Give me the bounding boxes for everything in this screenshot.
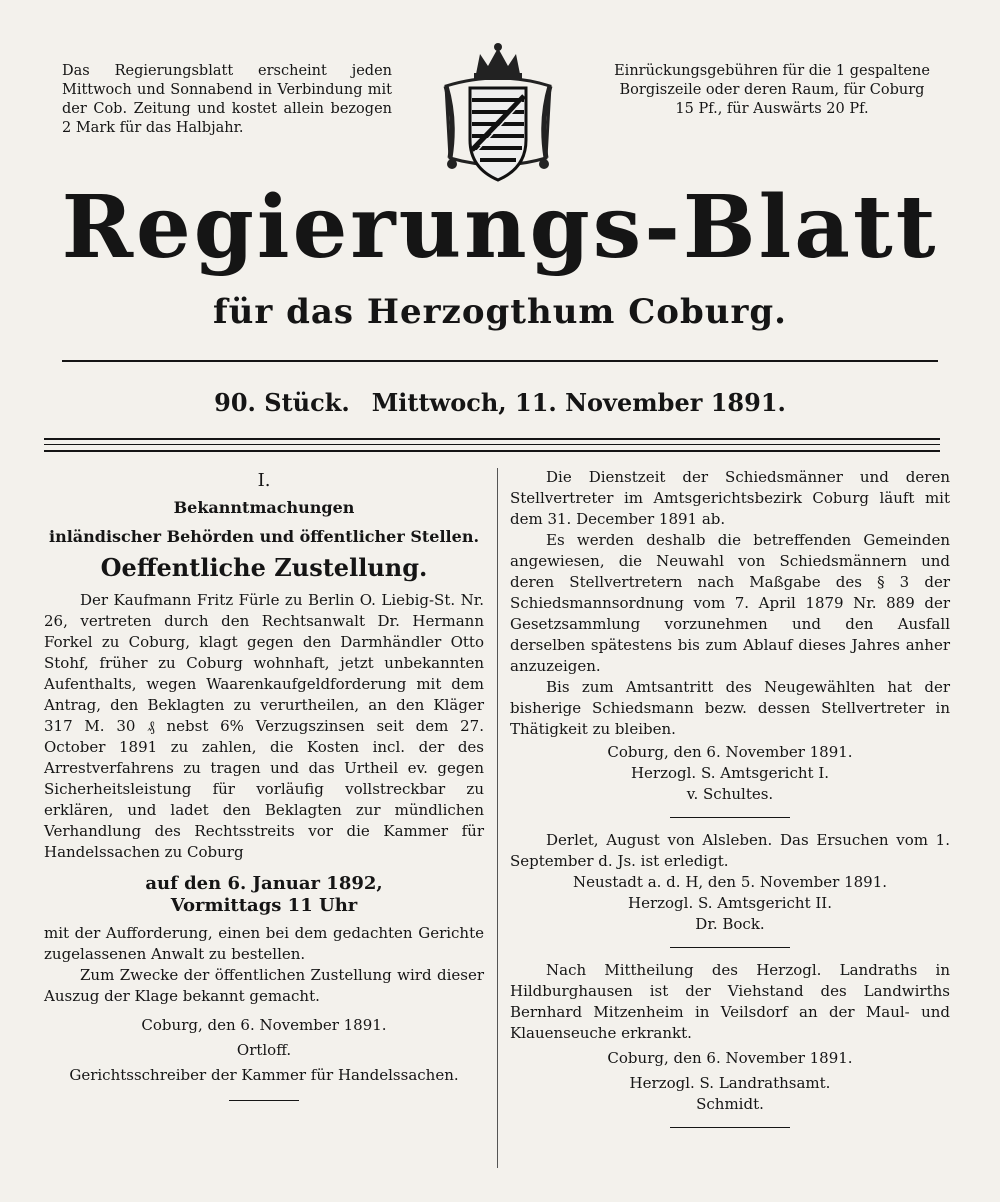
advertisement-fee-notice: Einrückungsgebühren für die 1 gespaltene Borgiszeile oder deren Raum, für Coburg 15 Pf., für Auswärts 20 Pf. [614,63,930,117]
issue-line [210,388,790,417]
issuing-authority: Herzogl. S. Amtsgericht II. [628,894,832,912]
notice-title: Oeffentliche Zustellung. [100,553,428,582]
double-rule-bottom [44,450,940,452]
request-settled-text: Derlet, August von Alsleben. Das Ersuchen vom 1. September d. Js. ist erledigt. [510,831,950,870]
column-divider [497,468,498,1168]
newspaper-subtitle: für das Herzogthum Coburg. [212,292,788,332]
interim-service-text: Bis zum Amtsantritt des Neugewählten hat der bisherige Schiedsmann bezw. dessen Stellvertreter in Thätigkeit zu bleiben. [510,678,950,738]
coat-of-arms-icon [436,40,560,190]
summons-publication-note: Zum Zwecke der öffentlichen Zustellung wird dieser Auszug der Klage bekannt gemacht. [44,966,484,1005]
right-column [510,467,950,1140]
summons-request: mit der Aufforderung, einen bei dem gedachten Gerichte zugelassenen Anwalt zu bestellen. [44,924,484,963]
issuing-authority: Herzogl. S. Landrathsamt. [629,1074,831,1092]
section-number: I. [257,470,271,491]
place-date: Neustadt a. d. H, den 5. November 1891. [572,873,888,891]
arbitrator-term-text: Die Dienstzeit der Schiedsmänner und deren Stellvertreter im Amtsgerichtsbezirk Coburg läuft mit dem 31. December 1891 ab. [510,468,950,528]
notice-separator [670,817,790,818]
signer-title: Gerichtsschreiber der Kammer für Handelssachen. [69,1066,459,1084]
signer-name: Ortloff. [236,1041,292,1059]
column-end-rule [670,1127,790,1128]
hearing-date-time: Vormittags 11 Uhr [170,895,358,916]
signer-name: v. Schultes. [686,785,774,803]
place-date: Coburg, den 6. November 1891. [141,1016,387,1034]
hearing-date-day: auf den 6. Januar 1892, [145,873,383,894]
subscription-notice: Das Regierungsblatt erscheint jeden Mittwoch und Sonnabend in Verbindung mit der Cob. Zeitung und kostet allein bezogen 2 Mark für das Halbjahr. [62,63,392,136]
column-end-rule [229,1100,299,1101]
hearing-date [44,873,484,917]
section-subheading: inländischer Behörden und öffentlicher Stellen. [48,527,480,546]
livestock-disease-text: Nach Mittheilung des Herzogl. Landraths in Hildburghausen ist der Viehstand des Landwirths Bernhard Mitzenheim in Veilsdorf an der Maul- und Klauenseuche erkrankt. [510,961,950,1042]
election-instruction-text: Es werden deshalb die betreffenden Gemeinden angewiesen, die Neuwahl von Schiedsmännern und deren Stellvertretern nach Maßgabe des § 3 der Schiedsmannsordnung vom 7. April 1879 Nr. 889 der Gesetzsammlung vorzunehmen und den Ausfall derselben spätestens bis zum Ablauf dieses Jahres anher anzuzeigen. [510,531,950,675]
double-rule-top [44,438,940,440]
section-heading: Bekanntmachungen [173,498,355,517]
double-rule-middle [44,444,940,445]
signer-name: Schmidt. [696,1095,764,1113]
issuing-authority: Herzogl. S. Amtsgericht I. [630,764,830,782]
left-column [44,470,484,1113]
newspaper-title: Regierungs-Blatt [61,177,939,278]
place-date: Coburg, den 6. November 1891. [607,743,853,761]
place-date: Coburg, den 6. November 1891. [607,1049,853,1067]
issue-date: Mittwoch, 11. November 1891. [371,388,786,417]
header-rule [62,360,938,362]
summons-text: Der Kaufmann Fritz Fürle zu Berlin O. Liebig-St. Nr. 26, vertreten durch den Rechtsanwalt Dr. Hermann Forkel zu Coburg, klagt gegen den Darmhändler Otto Stohf, früher zu Coburg wohnhaft, jetzt unbekannten Aufenthalts, wegen Waarenkaufgeldforderung mit dem Antrag, den Beklagten zu verurtheilen, an den Kläger 317 M. 30 ₰ nebst 6% Verzugszinsen seit dem 27. October 1891 zu zahlen, die Kosten incl. der des Arrestverfahrens zu tragen und das Urtheil ev. gegen Sicherheitsleistung für vorläufig vollstreckbar zu erklären, und ladet den Beklagten zur mündlichen Verhandlung des Rechtsstreits vor die Kammer für Handelssachen zu Coburg [44,591,484,861]
issue-number: 90. Stück. [214,388,350,417]
signer-name: Dr. Bock. [695,915,765,933]
notice-separator [670,947,790,948]
